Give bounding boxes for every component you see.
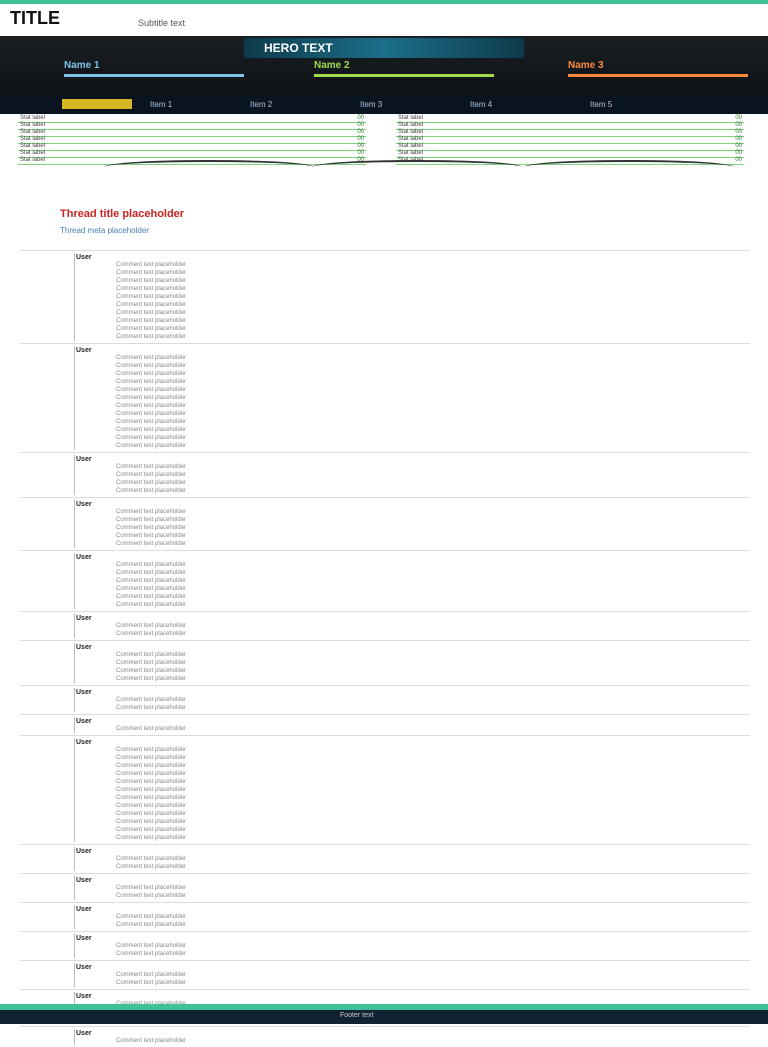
stat-label: Stat label bbox=[20, 143, 46, 149]
comment-line: Comment text placeholder bbox=[116, 480, 187, 486]
comment bbox=[20, 611, 750, 640]
comment-line: Comment text placeholder bbox=[116, 697, 187, 703]
comment-line: Comment text placeholder bbox=[116, 972, 187, 978]
thread-indent-line bbox=[74, 553, 75, 609]
thread-indent-line bbox=[74, 847, 75, 871]
comment bbox=[20, 844, 750, 873]
stat-value: 00 bbox=[357, 150, 364, 156]
site-header bbox=[0, 4, 768, 37]
menu-bar bbox=[0, 96, 768, 114]
comment-line: Comment text placeholder bbox=[116, 676, 187, 682]
comment-line: Comment text placeholder bbox=[116, 387, 187, 393]
stat-label: Stat label bbox=[20, 129, 46, 135]
thread-indent-line bbox=[74, 253, 75, 341]
comment-author[interactable]: User bbox=[76, 906, 92, 913]
menu-highlight-chip[interactable] bbox=[62, 99, 132, 109]
comment-line: Comment text placeholder bbox=[116, 922, 187, 928]
comment-author[interactable]: User bbox=[76, 689, 92, 696]
stat-label: Stat label bbox=[398, 150, 424, 156]
stat-row bbox=[396, 123, 744, 130]
banner-column-1-name: Name 1 bbox=[64, 60, 100, 71]
thread-indent-line bbox=[74, 717, 75, 733]
comment-author[interactable]: User bbox=[76, 848, 92, 855]
site-subtitle: Subtitle text bbox=[138, 18, 186, 28]
comment-line: Comment text placeholder bbox=[116, 435, 187, 441]
comment-line: Comment text placeholder bbox=[116, 914, 187, 920]
stat-row bbox=[18, 151, 366, 158]
stat-row bbox=[396, 151, 744, 158]
comment-line: Comment text placeholder bbox=[116, 525, 187, 531]
comment-line: Comment text placeholder bbox=[116, 562, 187, 568]
comment-author[interactable]: User bbox=[76, 501, 92, 508]
comment-line: Comment text placeholder bbox=[116, 541, 187, 547]
comment bbox=[20, 685, 750, 714]
thread-indent-line bbox=[74, 643, 75, 683]
stats-table-right bbox=[396, 116, 744, 165]
thread-indent-line bbox=[74, 963, 75, 987]
stat-value: 00 bbox=[735, 115, 742, 121]
comment-line: Comment text placeholder bbox=[116, 763, 187, 769]
comment bbox=[20, 550, 750, 611]
comment-line: Comment text placeholder bbox=[116, 578, 187, 584]
stat-row bbox=[18, 130, 366, 137]
thread-indent-line bbox=[74, 1029, 75, 1045]
comment-line: Comment text placeholder bbox=[116, 427, 187, 433]
decorative-curve bbox=[312, 160, 522, 174]
comment-line: Comment text placeholder bbox=[116, 488, 187, 494]
comment bbox=[20, 960, 750, 989]
stat-row bbox=[396, 137, 744, 144]
thread-indent-line bbox=[74, 905, 75, 929]
stat-label: Stat label bbox=[20, 136, 46, 142]
comment-line: Comment text placeholder bbox=[116, 755, 187, 761]
comment-line: Comment text placeholder bbox=[116, 411, 187, 417]
stat-value: 00 bbox=[735, 157, 742, 163]
comment-line: Comment text placeholder bbox=[116, 951, 187, 957]
stats-table-left bbox=[18, 116, 366, 165]
comment-line: Comment text placeholder bbox=[116, 893, 187, 899]
comment-line: Comment text placeholder bbox=[116, 747, 187, 753]
footer-inner bbox=[0, 1010, 768, 1024]
comment-line: Comment text placeholder bbox=[116, 779, 187, 785]
comment bbox=[20, 250, 750, 343]
stat-value: 00 bbox=[735, 143, 742, 149]
comment-line: Comment text placeholder bbox=[116, 856, 187, 862]
comment-line: Comment text placeholder bbox=[116, 787, 187, 793]
menu-item[interactable]: Item 3 bbox=[360, 100, 383, 109]
comment-line: Comment text placeholder bbox=[116, 980, 187, 986]
thread-meta: Thread meta placeholder bbox=[60, 226, 149, 235]
comment-author[interactable]: User bbox=[76, 347, 92, 354]
comment-line: Comment text placeholder bbox=[116, 294, 187, 300]
comment-author[interactable]: User bbox=[76, 1030, 92, 1037]
comment-line: Comment text placeholder bbox=[116, 395, 187, 401]
stat-label: Stat label bbox=[20, 115, 46, 121]
stat-value: 00 bbox=[357, 122, 364, 128]
hero-text: HERO TEXT bbox=[264, 41, 333, 55]
comment-line: Comment text placeholder bbox=[116, 302, 187, 308]
comment-line: Comment text placeholder bbox=[116, 771, 187, 777]
stat-label: Stat label bbox=[398, 136, 424, 142]
comment-line: Comment text placeholder bbox=[116, 943, 187, 949]
stat-value: 00 bbox=[357, 115, 364, 121]
comment-author[interactable]: User bbox=[76, 644, 92, 651]
comment bbox=[20, 497, 750, 550]
stat-label: Stat label bbox=[20, 150, 46, 156]
comment-line: Comment text placeholder bbox=[116, 660, 187, 666]
thread-indent-line bbox=[74, 455, 75, 495]
comment-author[interactable]: User bbox=[76, 254, 92, 261]
stat-value: 00 bbox=[735, 122, 742, 128]
thread-indent-line bbox=[74, 738, 75, 842]
comment-line: Comment text placeholder bbox=[116, 811, 187, 817]
comment-author[interactable]: User bbox=[76, 739, 92, 746]
comment-author[interactable]: User bbox=[76, 877, 92, 884]
comment-line: Comment text placeholder bbox=[116, 570, 187, 576]
comment-line: Comment text placeholder bbox=[116, 318, 187, 324]
comment bbox=[20, 452, 750, 497]
thread-title[interactable]: Thread title placeholder bbox=[60, 208, 185, 220]
hero-strip[interactable] bbox=[244, 38, 524, 58]
comment bbox=[20, 1026, 750, 1047]
comment-line: Comment text placeholder bbox=[116, 594, 187, 600]
thread-indent-line bbox=[74, 688, 75, 712]
comment-line: Comment text placeholder bbox=[116, 652, 187, 658]
banner-column-1-line bbox=[64, 74, 244, 77]
thread-indent-line bbox=[74, 876, 75, 900]
comment-line: Comment text placeholder bbox=[116, 864, 187, 870]
comment-line: Comment text placeholder bbox=[116, 705, 187, 711]
menu-item[interactable]: Item 1 bbox=[150, 100, 173, 109]
comment bbox=[20, 902, 750, 931]
comment-line: Comment text placeholder bbox=[116, 262, 187, 268]
comment-line: Comment text placeholder bbox=[116, 726, 187, 732]
comment-line: Comment text placeholder bbox=[116, 803, 187, 809]
banner-column-3-name: Name 3 bbox=[568, 60, 604, 71]
comment-line: Comment text placeholder bbox=[116, 326, 187, 332]
comment-line: Comment text placeholder bbox=[116, 419, 187, 425]
stat-row bbox=[18, 144, 366, 151]
stat-value: 00 bbox=[357, 136, 364, 142]
comment-line: Comment text placeholder bbox=[116, 443, 187, 449]
comment-line: Comment text placeholder bbox=[116, 835, 187, 841]
comment-line: Comment text placeholder bbox=[116, 310, 187, 316]
decorative-curve bbox=[524, 160, 734, 174]
comment-line: Comment text placeholder bbox=[116, 286, 187, 292]
stat-row bbox=[396, 144, 744, 151]
stat-label: Stat label bbox=[398, 122, 424, 128]
comment-line: Comment text placeholder bbox=[116, 517, 187, 523]
comment-line: Comment text placeholder bbox=[116, 602, 187, 608]
comment-line: Comment text placeholder bbox=[116, 334, 187, 340]
comment bbox=[20, 873, 750, 902]
comment-author[interactable]: User bbox=[76, 615, 92, 622]
footer-text: Footer text bbox=[340, 1012, 374, 1019]
comment-line: Comment text placeholder bbox=[116, 795, 187, 801]
stat-row bbox=[18, 137, 366, 144]
comment-line: Comment text placeholder bbox=[116, 472, 187, 478]
comment-line: Comment text placeholder bbox=[116, 885, 187, 891]
comment-line: Comment text placeholder bbox=[116, 270, 187, 276]
comment-line: Comment text placeholder bbox=[116, 509, 187, 515]
comment-author[interactable]: User bbox=[76, 964, 92, 971]
comment-line: Comment text placeholder bbox=[116, 464, 187, 470]
comment-line: Comment text placeholder bbox=[116, 363, 187, 369]
site-logo[interactable]: TITLE bbox=[10, 8, 60, 28]
thread-indent-line bbox=[74, 934, 75, 958]
stat-label: Stat label bbox=[20, 122, 46, 128]
stat-label: Stat label bbox=[398, 143, 424, 149]
stat-row bbox=[18, 123, 366, 130]
comment bbox=[20, 714, 750, 735]
comment bbox=[20, 931, 750, 960]
thread-header bbox=[60, 208, 700, 248]
comment-author[interactable]: User bbox=[76, 935, 92, 942]
stat-value: 00 bbox=[735, 129, 742, 135]
menu-item[interactable]: Item 5 bbox=[590, 100, 613, 109]
comment-author[interactable]: User bbox=[76, 718, 92, 725]
comment-line: Comment text placeholder bbox=[116, 1038, 187, 1044]
stat-value: 00 bbox=[735, 136, 742, 142]
thread-indent-line bbox=[74, 614, 75, 638]
comment-line: Comment text placeholder bbox=[116, 533, 187, 539]
footer-bar bbox=[0, 1004, 768, 1024]
thread-indent-line bbox=[74, 500, 75, 548]
thread-indent-line bbox=[74, 346, 75, 450]
stat-value: 00 bbox=[357, 143, 364, 149]
comment-author[interactable]: User bbox=[76, 993, 92, 1000]
stat-label: Stat label bbox=[398, 157, 424, 163]
comment-line: Comment text placeholder bbox=[116, 379, 187, 385]
comment-line: Comment text placeholder bbox=[116, 668, 187, 674]
comment bbox=[20, 735, 750, 844]
comment-line: Comment text placeholder bbox=[116, 586, 187, 592]
stat-label: Stat label bbox=[398, 115, 424, 121]
stat-label: Stat label bbox=[398, 129, 424, 135]
decorative-curve bbox=[104, 160, 314, 174]
stat-value: 00 bbox=[357, 157, 364, 163]
comment bbox=[20, 343, 750, 452]
comment-line: Comment text placeholder bbox=[116, 819, 187, 825]
stat-value: 00 bbox=[357, 129, 364, 135]
comment-line: Comment text placeholder bbox=[116, 631, 187, 637]
comment-line: Comment text placeholder bbox=[116, 827, 187, 833]
comment-line: Comment text placeholder bbox=[116, 278, 187, 284]
stat-row bbox=[18, 116, 366, 123]
comment-line: Comment text placeholder bbox=[116, 355, 187, 361]
banner-column-3-line bbox=[568, 74, 748, 77]
menu-item[interactable]: Item 4 bbox=[470, 100, 493, 109]
banner-column-2-name: Name 2 bbox=[314, 60, 350, 71]
stat-label: Stat label bbox=[20, 157, 46, 163]
comment-author[interactable]: User bbox=[76, 456, 92, 463]
banner-column-2-line bbox=[314, 74, 494, 77]
comment-line: Comment text placeholder bbox=[116, 623, 187, 629]
stat-row bbox=[396, 130, 744, 137]
stat-value: 00 bbox=[735, 150, 742, 156]
comment bbox=[20, 640, 750, 685]
menu-item[interactable]: Item 2 bbox=[250, 100, 273, 109]
stat-row bbox=[396, 116, 744, 123]
comment-line: Comment text placeholder bbox=[116, 371, 187, 377]
comment-line: Comment text placeholder bbox=[116, 403, 187, 409]
comment-author[interactable]: User bbox=[76, 554, 92, 561]
